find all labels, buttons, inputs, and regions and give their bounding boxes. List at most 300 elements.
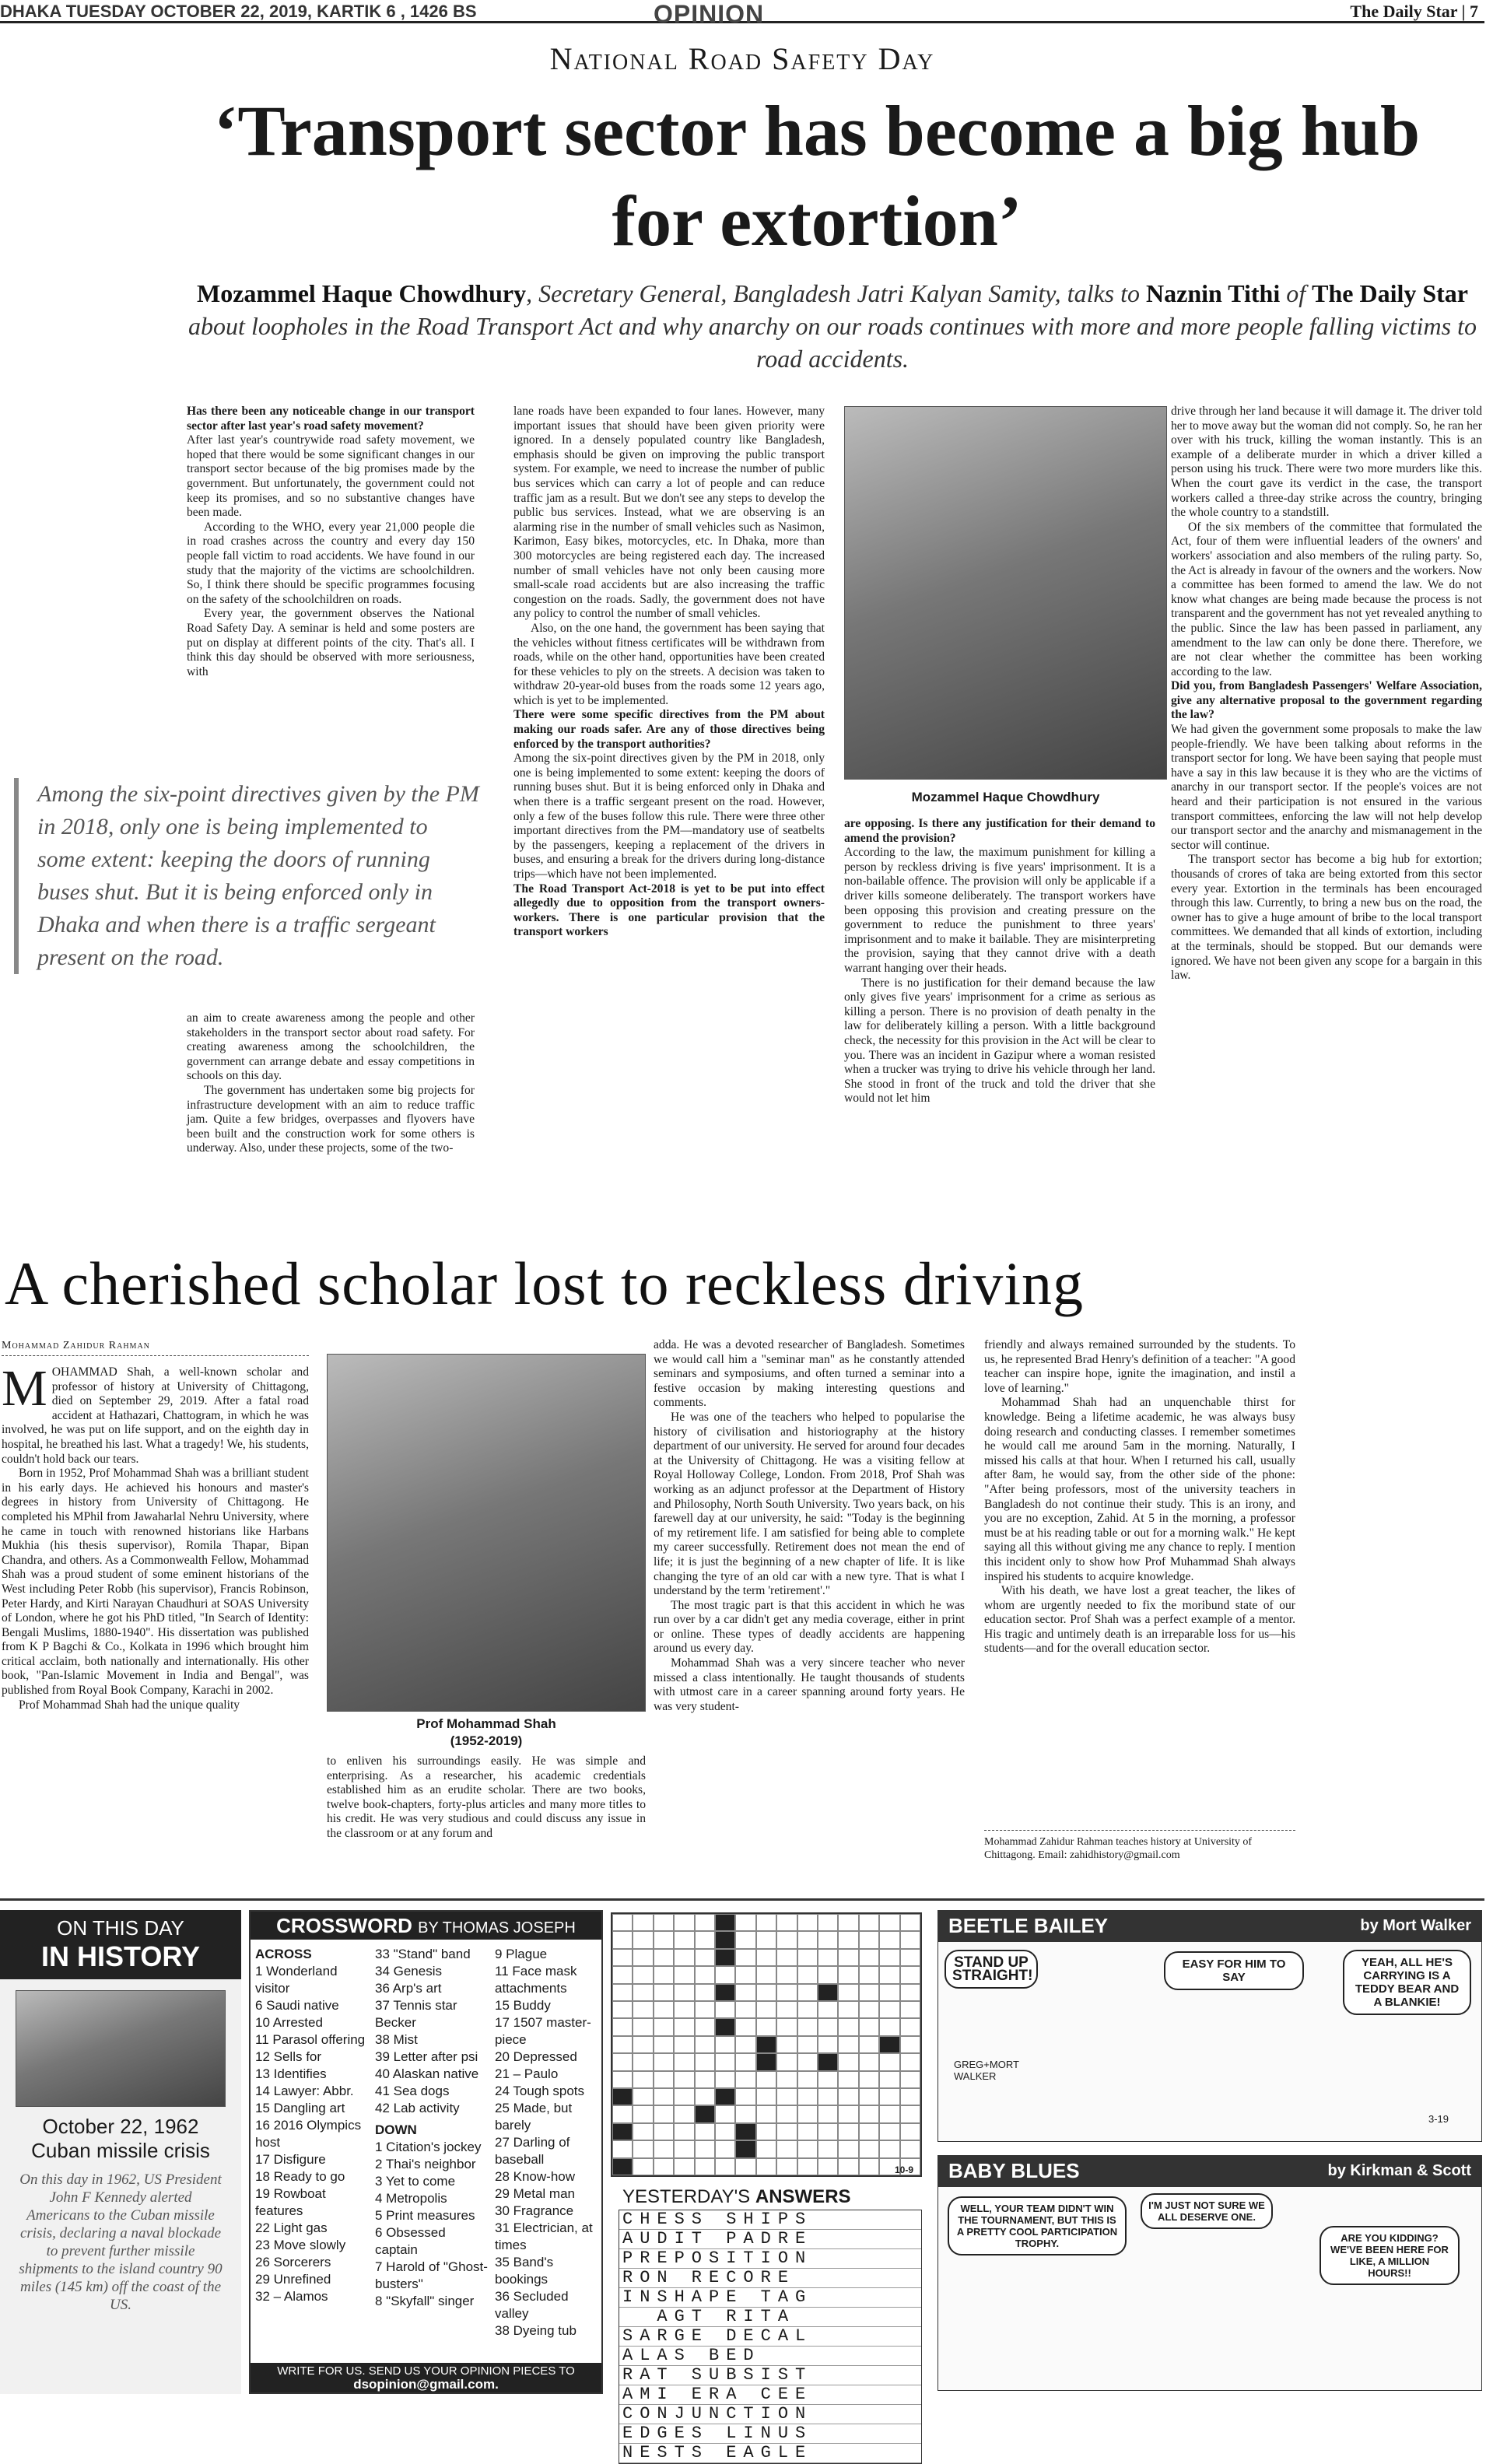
deck-rest: about loopholes in the Road Transport Act and why anarchy on our roads continues with more and more people falling victims to road accidents.: [188, 312, 1477, 373]
grid-cell[interactable]: [715, 2105, 735, 2122]
grid-cell[interactable]: [756, 1966, 776, 1983]
grid-cell[interactable]: [735, 2071, 755, 2088]
grid-cell[interactable]: [776, 1914, 797, 1931]
grid-cell[interactable]: [654, 2018, 674, 2035]
grid-cell[interactable]: [674, 2140, 694, 2157]
grid-cell[interactable]: [776, 1931, 797, 1948]
grid-cell[interactable]: [879, 2088, 899, 2105]
paragraph: Mohammad Shah had an unquenchable thirst for knowledge. Being a lifetime academic, he was always busy doing research and conducting classes. I remember sometimes he would call me around 5am in the morning. Naturally, I missed his calls at that hour. When I returned his call, usually after 8am, he would say, from the other side of the phone: "After being professors, most of the university teachers in Bangladesh do not continue their study. This is an irony, and you are no exception, Zahid. At 5 in the morning, a professor must be at his reading table or out for a morning walk." He kept saying all this without giving me any chance to reply. I mention this incident only to show how Prof Muhammad Shah always inspired his students to acquire knowledge.: [984, 1396, 1295, 1583]
beetle-bailey-header: [938, 1910, 1482, 1941]
grid-cell[interactable]: [735, 2036, 755, 2053]
baby-bubble-3: ARE YOU KIDDING? WE'VE BEEN HERE FOR LIKE, A MILLION HOURS!!: [1320, 2226, 1460, 2285]
paragraph: Of the six members of the committee that formulated the Act, four of them were influential leaders of the owners' and workers' association and also members of the ruling party. So, the Act is already in favour of the owners and the workers. Now a committee has been formed to amend the law. We do not know what changes are being made because the process is not transparent and the government has not yet revealed anything to the public. Since the law has been passed in parliament, any amendment to the law can only be done there. Therefore, we are not clear whether the committee has been working according to the law.: [1171, 520, 1482, 678]
list-item: 14 Lawyer: Abbr.: [255, 2084, 354, 2098]
paragraph: Among the six-point directives given by the PM in 2018, only one is being implemented to some extent: keeping the doors of running buses shut. But it is being enforced only in Dhaka and when there is a traffic sergeant present on the road. However, only a few of the buses follow this rule. There were three other important directives from the PM—mandatory use of seatbelts by the passengers, keeping a replacement of the drivers in buses, and ensuring a break for the drivers during long-distance trips—which have not been implemented.: [513, 752, 825, 881]
grid-cell[interactable]: [715, 1949, 735, 1966]
baby-blues-header: [938, 2155, 1482, 2186]
grid-cell[interactable]: [715, 2036, 735, 2053]
grid-cell[interactable]: [756, 2071, 776, 2088]
grid-cell[interactable]: [900, 1931, 920, 1948]
grid-cell[interactable]: [612, 2123, 633, 2140]
grid-cell[interactable]: [838, 2071, 858, 2088]
list-item: 37 Tennis star Becker: [375, 1998, 457, 2030]
grid-cell[interactable]: [859, 2123, 879, 2140]
grid-cell[interactable]: [674, 1966, 694, 1983]
grid-cell[interactable]: [900, 2088, 920, 2105]
grid-cell[interactable]: [797, 2071, 818, 2088]
grid-cell[interactable]: [838, 2036, 858, 2053]
list-item: 16 2016 Olympics host: [255, 2118, 362, 2150]
list-item: 10 Arrested: [255, 2015, 323, 2030]
grid-cell[interactable]: [879, 1914, 899, 1931]
grid-cell[interactable]: [797, 1914, 818, 1931]
grid-cell[interactable]: [654, 2036, 674, 2053]
grid-cell[interactable]: [797, 2158, 818, 2175]
list-item: 11 Parasol offering: [255, 2032, 366, 2047]
grid-cell[interactable]: [654, 2088, 674, 2105]
list-item: 38 Mist: [375, 2032, 418, 2047]
list-item: 7 Harold of "Ghost-busters": [375, 2259, 488, 2291]
paragraph: After last year's countrywide road safety movement, we hoped that there would be some significant changes in our transport sector because of the big promises made by the government. But unfortunately, the government could not keep its promises, and so no substantive changes have been made.: [187, 433, 475, 520]
grid-cell[interactable]: [756, 1949, 776, 1966]
crossword-title: [251, 1912, 601, 1940]
list-item: CHESS SHIPS: [619, 2210, 921, 2230]
list-item: 39 Letter after psi: [375, 2049, 478, 2064]
grid-cell[interactable]: [633, 2001, 653, 2018]
grid-cell[interactable]: [818, 1914, 838, 1931]
grid-cell[interactable]: [756, 2018, 776, 2035]
grid-cell[interactable]: [879, 2105, 899, 2122]
article1-column-1: [187, 405, 475, 762]
grid-cell[interactable]: [735, 1966, 755, 1983]
grid-cell[interactable]: [776, 1966, 797, 1983]
grid-cell[interactable]: [900, 1914, 920, 1931]
caption-years: (1952-2019): [450, 1733, 523, 1748]
grid-cell[interactable]: [715, 1931, 735, 1948]
grid-cell[interactable]: [818, 1966, 838, 1983]
grid-cell[interactable]: [879, 1966, 899, 1983]
list-item: 34 Genesis: [375, 1964, 442, 1979]
list-item: 24 Tough spots: [495, 2084, 584, 2098]
article-kicker: National Road Safety Day: [549, 41, 935, 76]
paragraph: According to the law, the maximum punishment for killing a person by reckless driving is five years' imprisonment. It is a non-bailable offence. The provision will only be applicable if a driver kills someone deliberately. The transport workers have been opposing this provision and creating pressure on the government to reduce the punishment to three years' imprisonment and to make it bailable. They are misinterpreting the provision, saying that they cannot drive with a death warrant hanging over their heads.: [844, 846, 1155, 975]
grid-cell[interactable]: [838, 2001, 858, 2018]
grid-cell[interactable]: [654, 1914, 674, 1931]
paragraph: Also, on the one hand, the government has been saying that the vehicles without fitness certificates will be withdrawn from roads, while on the other hand, opportunities have been created for these vehicles to ply on the streets. A decision was taken to withdraw 20-year-old buses from the roads some 12 years ago, which is yet to be implemented.: [513, 621, 825, 707]
grid-cell[interactable]: [838, 1949, 858, 1966]
grid-cell[interactable]: [756, 2053, 776, 2070]
grid-cell[interactable]: [654, 1931, 674, 1948]
grid-cell[interactable]: [633, 2088, 653, 2105]
grid-cell[interactable]: [633, 1949, 653, 1966]
grid-cell[interactable]: [797, 1984, 818, 2001]
grid-cell[interactable]: [756, 2123, 776, 2140]
grid-cell[interactable]: [838, 2053, 858, 2070]
grid-cell[interactable]: [900, 2140, 920, 2157]
grid-cell[interactable]: [715, 2123, 735, 2140]
grid-cell[interactable]: [776, 2088, 797, 2105]
beetle-bubble-1: STAND UP STRAIGHT!: [945, 1950, 1038, 1989]
grid-cell[interactable]: [859, 2158, 879, 2175]
grid-cell[interactable]: [900, 2053, 920, 2070]
list-item: 25 Made, but barely: [495, 2101, 573, 2133]
grid-cell[interactable]: [654, 2053, 674, 2070]
grid-cell[interactable]: [735, 2018, 755, 2035]
grid-cell[interactable]: [859, 2140, 879, 2157]
lead-text: OHAMMAD Shah, a well-known scholar and professor of history at University of Chittagong, died on September 29, 2019. After a fatal road accident at Hathazari, Chattogram, in which he was involved, he was put on life support, and on the eighth day in hospital, he breathed his last. What a tragedy! We, his students, couldn't hold back our tears.: [2, 1365, 309, 1466]
grid-cell[interactable]: [612, 2071, 633, 2088]
list-item: 17 Disfigure: [255, 2152, 326, 2167]
grid-cell[interactable]: [797, 1966, 818, 1983]
grid-cell[interactable]: [797, 2036, 818, 2053]
grid-date: 10-9: [895, 2164, 914, 2175]
grid-cell[interactable]: [633, 1966, 653, 1983]
grid-cell[interactable]: [859, 1984, 879, 2001]
grid-cell[interactable]: [756, 2140, 776, 2157]
grid-cell[interactable]: [654, 2158, 674, 2175]
grid-cell[interactable]: [633, 2053, 653, 2070]
grid-cell[interactable]: [776, 2018, 797, 2035]
across-heading: ACROSS: [255, 1947, 312, 1961]
grid-cell[interactable]: [756, 2088, 776, 2105]
grid-cell[interactable]: [797, 2123, 818, 2140]
article2-column-2: [327, 1754, 646, 1883]
grid-cell[interactable]: [756, 1931, 776, 1948]
grid-cell[interactable]: [674, 2018, 694, 2035]
paragraph: Mohammad Shah was a very sincere teacher who never missed a class intentionally. He taught thousands of students with utmost care in a career spanning around forty years. He was very student-: [654, 1656, 965, 1713]
list-item: 19 Rowboat features: [255, 2186, 326, 2218]
on-this-day-panel: [0, 1910, 241, 2394]
grid-cell[interactable]: [695, 2140, 715, 2157]
list-item: 42 Lab activity: [375, 2101, 460, 2115]
grid-cell[interactable]: [879, 2053, 899, 2070]
grid-cell[interactable]: [715, 1914, 735, 1931]
grid-cell[interactable]: [715, 1984, 735, 2001]
article2-column-1: [2, 1360, 309, 1879]
grid-cell[interactable]: [674, 2158, 694, 2175]
grid-cell[interactable]: [838, 1931, 858, 1948]
grid-cell[interactable]: [633, 2105, 653, 2122]
grid-cell[interactable]: [776, 2036, 797, 2053]
list-item: INSHAPE TAG: [619, 2288, 921, 2308]
grid-cell[interactable]: [859, 2001, 879, 2018]
grid-cell[interactable]: [612, 2001, 633, 2018]
paragraph: friendly and always remained surrounded by the students. To us, he represented Brad Henry's definition of a teacher: "A good teacher can inspire hope, ignite the imagination, and instil a love of learning.": [984, 1338, 1295, 1395]
grid-cell[interactable]: [715, 2071, 735, 2088]
list-item: AUDIT PADRE: [619, 2230, 921, 2249]
on-this-day-line1: ON THIS DAY: [57, 1916, 184, 1940]
grid-cell[interactable]: [900, 2071, 920, 2088]
grid-cell[interactable]: [900, 2105, 920, 2122]
grid-cell[interactable]: [818, 2158, 838, 2175]
paper-logo: The Daily Star: [1350, 2, 1458, 21]
grid-cell[interactable]: [859, 2088, 879, 2105]
grid-cell[interactable]: [900, 2123, 920, 2140]
baby-bubble-2: I'M JUST NOT SURE WE ALL DESERVE ONE.: [1141, 2193, 1273, 2229]
grid-cell[interactable]: [715, 2053, 735, 2070]
article1-column-3: [844, 817, 1155, 1253]
paragraph: Prof Mohammad Shah had the unique quality: [19, 1698, 240, 1712]
grid-cell[interactable]: [674, 2088, 694, 2105]
grid-cell[interactable]: [695, 1914, 715, 1931]
grid-cell[interactable]: [674, 2036, 694, 2053]
history-photo: [16, 1990, 226, 2107]
grid-cell[interactable]: [879, 2071, 899, 2088]
grid-cell[interactable]: [735, 2053, 755, 2070]
grid-cell[interactable]: [879, 1984, 899, 2001]
grid-cell[interactable]: [654, 1984, 674, 2001]
grid-cell[interactable]: [838, 2088, 858, 2105]
deck-role: , Secretary General, Bangladesh Jatri Kalyan Samity, talks to: [526, 279, 1146, 307]
grid-cell[interactable]: [654, 1949, 674, 1966]
grid-cell[interactable]: [674, 2053, 694, 2070]
beetle-bailey-strip: [938, 1910, 1482, 2143]
grid-cell[interactable]: [859, 2053, 879, 2070]
grid-cell[interactable]: [818, 1931, 838, 1948]
grid-cell[interactable]: [674, 2123, 694, 2140]
grid-cell[interactable]: [879, 1931, 899, 1948]
grid-cell[interactable]: [818, 2140, 838, 2157]
grid-cell[interactable]: [818, 1949, 838, 1966]
deck-interviewee: Mozammel Haque Chowdhury: [196, 279, 527, 307]
crossword-clues-c: [495, 1946, 600, 2340]
grid-cell[interactable]: [776, 1984, 797, 2001]
grid-cell[interactable]: [859, 2036, 879, 2053]
grid-cell[interactable]: [838, 1984, 858, 2001]
grid-cell[interactable]: [695, 1949, 715, 1966]
grid-cell[interactable]: [838, 2123, 858, 2140]
list-item: 13 Identifies: [255, 2066, 327, 2081]
grid-cell[interactable]: [612, 1966, 633, 1983]
masthead: [0, 0, 1484, 28]
grid-cell[interactable]: [776, 2071, 797, 2088]
grid-cell[interactable]: [674, 2001, 694, 2018]
list-item: 22 Light gas: [255, 2220, 328, 2235]
deck-paper: The Daily Star: [1312, 279, 1468, 307]
grid-cell[interactable]: [818, 2001, 838, 2018]
beetle-author: by Mort Walker: [1360, 1917, 1471, 1934]
grid-cell[interactable]: [776, 2105, 797, 2122]
grid-cell[interactable]: [654, 2123, 674, 2140]
grid-cell[interactable]: [900, 2001, 920, 2018]
grid-cell[interactable]: [859, 1949, 879, 1966]
grid-cell[interactable]: [735, 2105, 755, 2122]
grid-cell[interactable]: [715, 2001, 735, 2018]
grid-cell[interactable]: [818, 2018, 838, 2035]
grid-cell[interactable]: [859, 1914, 879, 1931]
grid-cell[interactable]: [776, 2053, 797, 2070]
grid-cell[interactable]: [612, 2088, 633, 2105]
grid-cell[interactable]: [797, 2001, 818, 2018]
grid-cell[interactable]: [838, 1966, 858, 1983]
grid-cell[interactable]: [879, 2036, 899, 2053]
grid-cell[interactable]: [838, 1914, 858, 1931]
grid-cell[interactable]: [654, 1966, 674, 1983]
grid-cell[interactable]: [633, 1931, 653, 1948]
history-date: October 22, 1962: [42, 2115, 199, 2138]
grid-cell[interactable]: [756, 2001, 776, 2018]
grid-cell[interactable]: [735, 2088, 755, 2105]
grid-cell[interactable]: [612, 2158, 633, 2175]
grid-cell[interactable]: [715, 1966, 735, 1983]
grid-cell[interactable]: [695, 2018, 715, 2035]
grid-cell[interactable]: [818, 2053, 838, 2070]
grid-cell[interactable]: [612, 1914, 633, 1931]
grid-cell[interactable]: [715, 2018, 735, 2035]
grid-cell[interactable]: [735, 2123, 755, 2140]
grid-cell[interactable]: [633, 1984, 653, 2001]
grid-cell[interactable]: [674, 2105, 694, 2122]
grid-cell[interactable]: [879, 2018, 899, 2035]
grid-cell[interactable]: [818, 2036, 838, 2053]
grid-cell[interactable]: [654, 2001, 674, 2018]
grid-cell[interactable]: [818, 2071, 838, 2088]
on-this-day-line2: IN HISTORY: [40, 1940, 201, 1972]
crossword-clues-b: [375, 1946, 492, 2310]
paragraph: According to the WHO, every year 21,000 people die in road crashes across the country and every day 150 people fall victim to road accidents. We have found in our study that the majority of the victims are schoolchildren. So, I think there should be specific programmes focusing on the safety of the schoolchildren on roads.: [187, 520, 475, 606]
grid-cell[interactable]: [879, 2001, 899, 2018]
grid-cell[interactable]: [633, 2123, 653, 2140]
grid-cell[interactable]: [797, 1949, 818, 1966]
answers-grid: [619, 2210, 922, 2464]
grid-cell[interactable]: [633, 2140, 653, 2157]
grid-cell[interactable]: [695, 2036, 715, 2053]
grid-cell[interactable]: [695, 1984, 715, 2001]
grid-cell[interactable]: [797, 1931, 818, 1948]
grid-cell[interactable]: [776, 2123, 797, 2140]
grid-cell[interactable]: [715, 2140, 735, 2157]
grid-cell[interactable]: [695, 2123, 715, 2140]
list-item: AGT RITA: [619, 2308, 921, 2327]
grid-cell[interactable]: [612, 1931, 633, 1948]
grid-cell[interactable]: [735, 1914, 755, 1931]
grid-cell[interactable]: [818, 2123, 838, 2140]
grid-cell[interactable]: [900, 1949, 920, 1966]
grid-cell[interactable]: [900, 1984, 920, 2001]
grid-cell[interactable]: [674, 1931, 694, 1948]
grid-cell[interactable]: [838, 2105, 858, 2122]
grid-cell[interactable]: [879, 2123, 899, 2140]
grid-cell[interactable]: [695, 2088, 715, 2105]
list-item: 38 Dyeing tub: [495, 2323, 577, 2338]
grid-cell[interactable]: [900, 1966, 920, 1983]
grid-cell[interactable]: [633, 1914, 653, 1931]
grid-cell[interactable]: [612, 2105, 633, 2122]
footer-line1: WRITE FOR US. SEND US YOUR OPINION PIECES TO: [277, 2364, 575, 2378]
grid-cell[interactable]: [797, 2088, 818, 2105]
grid-cell[interactable]: [900, 2018, 920, 2035]
grid-cell[interactable]: [756, 2158, 776, 2175]
grid-cell[interactable]: [695, 2158, 715, 2175]
grid-cell[interactable]: [695, 1966, 715, 1983]
list-item: 12 Sells for: [255, 2049, 322, 2064]
grid-cell[interactable]: [633, 2018, 653, 2035]
grid-cell[interactable]: [756, 1914, 776, 1931]
grid-cell[interactable]: [612, 2036, 633, 2053]
grid-cell[interactable]: [654, 2105, 674, 2122]
grid-cell[interactable]: [776, 2158, 797, 2175]
clue-list-b-down: [375, 2139, 492, 2310]
grid-cell[interactable]: [879, 2140, 899, 2157]
grid-cell[interactable]: [654, 2071, 674, 2088]
scholar-photo-caption: [327, 1716, 646, 1750]
grid-cell[interactable]: [735, 1931, 755, 1948]
grid-cell[interactable]: [695, 2053, 715, 2070]
grid-cell[interactable]: [695, 2001, 715, 2018]
grid-cell[interactable]: [818, 1984, 838, 2001]
list-item: RAT SUBSIST: [619, 2366, 921, 2385]
grid-cell[interactable]: [818, 2105, 838, 2122]
grid-cell[interactable]: [715, 2158, 735, 2175]
grid-cell[interactable]: [838, 2140, 858, 2157]
grid-cell[interactable]: [735, 2140, 755, 2157]
clue-list-b: [375, 1946, 492, 2117]
grid-cell[interactable]: [797, 2053, 818, 2070]
grid-cell[interactable]: [612, 1984, 633, 2001]
grid-cell[interactable]: [695, 2105, 715, 2122]
list-item: 1 Citation's jockey: [375, 2140, 482, 2154]
list-item: 26 Sorcerers: [255, 2255, 331, 2269]
grid-cell[interactable]: [776, 1949, 797, 1966]
list-item: 35 Band's bookings: [495, 2255, 554, 2287]
grid-cell[interactable]: [654, 2140, 674, 2157]
grid-cell[interactable]: [776, 2001, 797, 2018]
grid-cell[interactable]: [735, 2158, 755, 2175]
grid-cell[interactable]: [633, 2036, 653, 2053]
grid-cell[interactable]: [859, 1966, 879, 1983]
article2-headline: A cherished scholar lost to reckless driving: [5, 1250, 1085, 1317]
grid-cell[interactable]: [735, 1949, 755, 1966]
down-heading: DOWN: [375, 2122, 417, 2137]
grid-cell[interactable]: [612, 2018, 633, 2035]
grid-cell[interactable]: [612, 2140, 633, 2157]
grid-cell[interactable]: [900, 2036, 920, 2053]
baby-blues-panel: [938, 2186, 1482, 2391]
grid-cell[interactable]: [674, 1949, 694, 1966]
grid-cell[interactable]: [674, 2071, 694, 2088]
grid-cell[interactable]: [695, 1931, 715, 1948]
grid-cell[interactable]: [715, 2088, 735, 2105]
grid-cell[interactable]: [818, 2088, 838, 2105]
grid-cell[interactable]: [776, 2140, 797, 2157]
grid-cell[interactable]: [735, 1984, 755, 2001]
grid-cell[interactable]: [859, 2071, 879, 2088]
grid-cell[interactable]: [859, 1931, 879, 1948]
list-item: 27 Darling of baseball: [495, 2135, 570, 2167]
grid-cell[interactable]: [797, 2018, 818, 2035]
grid-cell[interactable]: [879, 1949, 899, 1966]
grid-cell[interactable]: [695, 2071, 715, 2088]
grid-cell[interactable]: [859, 2018, 879, 2035]
grid-cell[interactable]: [838, 2018, 858, 2035]
grid-cell[interactable]: [797, 2140, 818, 2157]
grid-cell[interactable]: [674, 1914, 694, 1931]
grid-cell[interactable]: [612, 2053, 633, 2070]
grid-cell[interactable]: [633, 2071, 653, 2088]
grid-cell[interactable]: [674, 1984, 694, 2001]
grid-cell[interactable]: [756, 1984, 776, 2001]
grid-cell[interactable]: [756, 2105, 776, 2122]
list-item: CONJUNCTION: [619, 2405, 921, 2424]
grid-cell[interactable]: [735, 2001, 755, 2018]
grid-cell[interactable]: [756, 2036, 776, 2053]
grid-cell[interactable]: [859, 2105, 879, 2122]
crossword-grid[interactable]: [611, 1912, 922, 2177]
grid-cell[interactable]: [633, 2158, 653, 2175]
grid-cell[interactable]: [612, 1949, 633, 1966]
grid-cell[interactable]: [797, 2105, 818, 2122]
grid-cell[interactable]: [838, 2158, 858, 2175]
